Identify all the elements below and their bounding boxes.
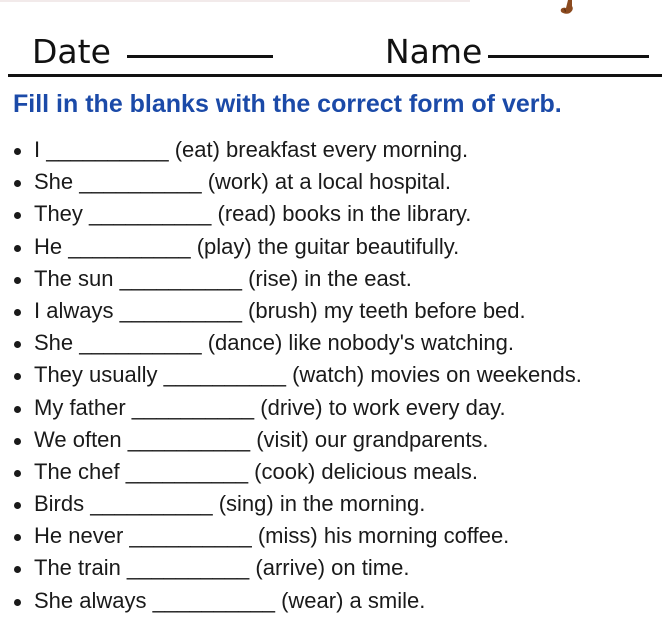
exercise-item: The sun __________ (rise) in the east. — [0, 263, 662, 295]
exercise-item: They __________ (read) books in the library. — [0, 198, 662, 230]
exercise-item: I __________ (eat) breakfast every morning. — [0, 134, 662, 166]
name-blank-line[interactable] — [488, 55, 649, 58]
exercise-item: They usually __________ (watch) movies on weekends. — [0, 359, 662, 391]
exercise-item: My father __________ (drive) to work every day. — [0, 392, 662, 424]
exercise-item: Birds __________ (sing) in the morning. — [0, 488, 662, 520]
exercise-item: He never __________ (miss) his morning coffee. — [0, 520, 662, 552]
exercise-item: She __________ (dance) like nobody's watching. — [0, 327, 662, 359]
name-label: Name — [385, 32, 483, 71]
header-divider — [8, 74, 662, 77]
top-border-strip — [0, 0, 470, 2]
exercise-item: I always __________ (brush) my teeth before bed. — [0, 295, 662, 327]
date-field — [32, 24, 273, 71]
name-field — [385, 24, 649, 71]
exercise-item: He __________ (play) the guitar beautifully. — [0, 231, 662, 263]
date-blank-line[interactable] — [127, 55, 273, 58]
exercise-item: She __________ (work) at a local hospital. — [0, 166, 662, 198]
exercise-item: The chef __________ (cook) delicious meals. — [0, 456, 662, 488]
exercise-item: She always __________ (wear) a smile. — [0, 585, 662, 617]
exercise-list — [0, 134, 662, 617]
clipart-fragment-icon — [552, 0, 578, 16]
date-label: Date — [32, 32, 111, 71]
exercise-item: We often __________ (visit) our grandparents. — [0, 424, 662, 456]
exercise-item: The train __________ (arrive) on time. — [0, 552, 662, 584]
worksheet-title: Fill in the blanks with the correct form of verb. — [13, 90, 562, 118]
